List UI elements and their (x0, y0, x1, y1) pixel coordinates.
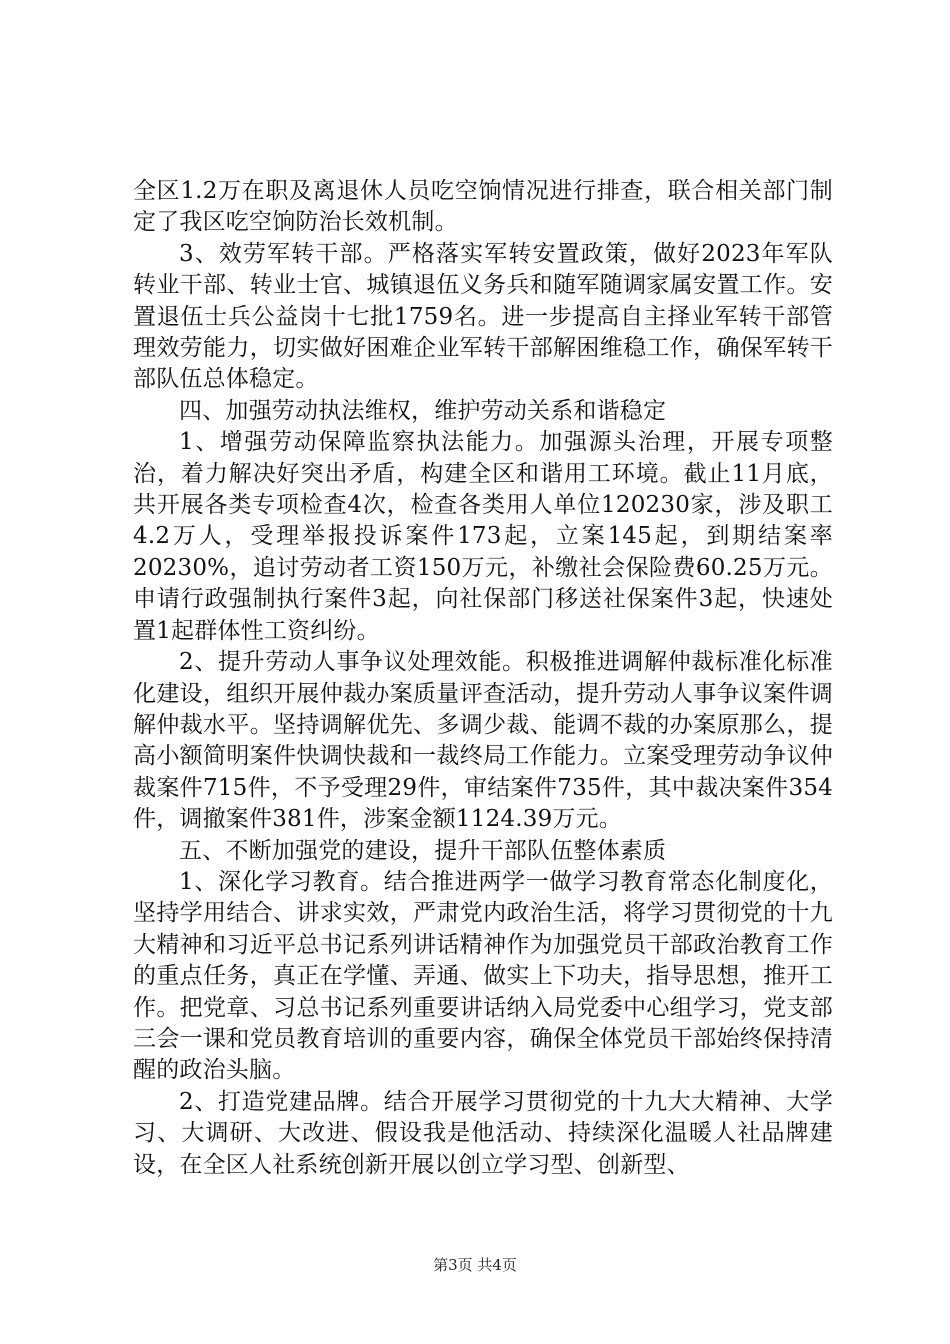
paragraph-continuation: 全区1.2万在职及离退休人员吃空饷情况进行排查，联合相关部门制定了我区吃空饷防治长效机制。 (133, 178, 833, 236)
section-heading-party-building: 五、不断加强党的建设，提升干部队伍整体素质 (179, 837, 667, 864)
document-body (133, 176, 833, 1181)
paragraph-learning-education: 1、深化学习教育。结合推进两学一做学习教育常态化制度化，坚持学用结合、讲求实效，严肃党内政治生活，将学习贯彻党的十九大精神和习近平总书记系列讲话精神作为加强党员干部政治教育工作的重点任务，真正在学懂、弄通、做实上下功夫，指导思想，推开工作。把党章、习总书记系列重要讲话纳入局党委中心组学习，党支部三会一课和党员教育培训的重要内容，确保全体党员干部始终保持清醒的政治头脑。 (133, 868, 833, 1084)
paragraph-labor-inspection: 1、增强劳动保障监察执法能力。加强源头治理，开展专项整治，着力解决好突出矛盾，构建全区和谐用工环境。截止11月底，共开展各类专项检查4次，检查各类用人单位120230家，涉及职工4.2万人，受理举报投诉案件173起，立案145起，到期结案率20230%，追讨劳动者工资150万元，补缴社会保险费60.25万元。申请行政强制执行案件3起，向社保部门移送社保案件3起，快速处置1起群体性工资纠纷。 (133, 429, 833, 644)
paragraph-veterans-service: 3、效劳军转干部。严格落实军转安置政策，做好2023年军队转业干部、转业士官、城镇退伍义务兵和随军随调家属安置工作。安置退伍士兵公益岗十七批1759名。进一步提高自主择业军转干部管理效劳能力，切实做好困难企业军转干部解困维稳工作，确保军转干部队伍总体稳定。 (133, 240, 833, 393)
page-number-footer: 第3页 共4页 (433, 1256, 517, 1274)
section-heading-labor-enforcement: 四、加强劳动执法维权，维护劳动关系和谐稳定 (179, 397, 667, 424)
paragraph-party-brand: 2、打造党建品牌。结合开展学习贯彻党的十九大大精神、大学习、大调研、大改进、假设我是他活动、持续深化温暖人社品牌建设，在全区人社系统创新开展以创立学习型、创新型、 (133, 1088, 833, 1178)
paragraph-dispute-handling: 2、提升劳动人事争议处理效能。积极推进调解仲裁标准化标准化建设，组织开展仲裁办案质量评查活动，提升劳动人事争议案件调解仲裁水平。坚持调解优先、多调少裁、能调不裁的办案原那么，提高小额简明案件快调快裁和一裁终局工作能力。立案受理劳动争议仲裁案件715件，不予受理29件，审结案件735件，其中裁决案件354件，调撤案件381件，涉案金额1124.39万元。 (133, 649, 833, 833)
